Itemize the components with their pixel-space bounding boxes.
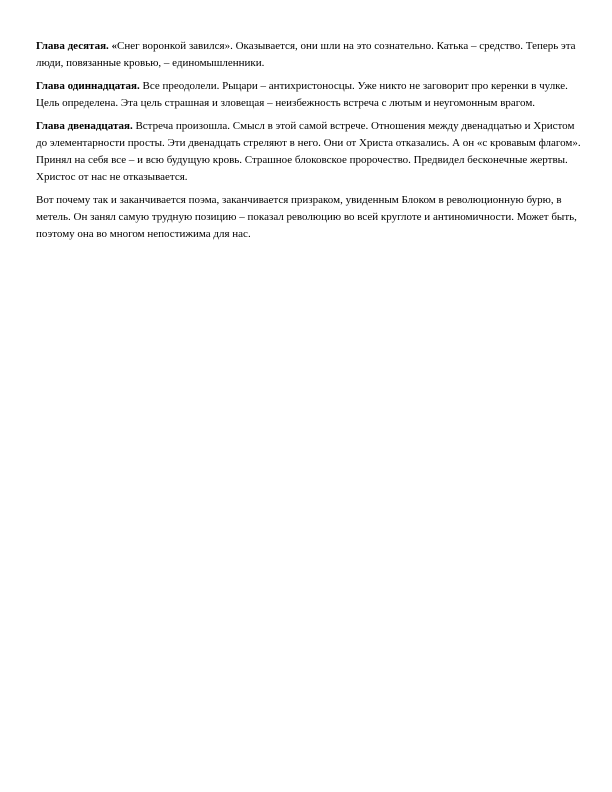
chapter-eleven-heading: Глава одиннадцатая. [36,80,140,92]
chapter-twelve-text: Встреча произошла. Смысл в этой самой встрече. Отношения между двенадцатью и Христом до элементарности просты. Эти двенадцать стреляют в него. Они от Христа отказались. А он «с кровавым флагом». Принял на себя все – и всю будущую кровь. Страшное блоковское пророчество. Предвидел бесконечные жертвы. Христос от нас не отказывается. [36,120,581,183]
paragraph-chapter-twelve [36,118,581,186]
conclusion-text: Вот почему так и заканчивается поэма, заканчивается призраком, увиденным Блоком в революционную бурю, в метель. Он занял самую трудную позицию – показал революцию во всей круглоте и антиномичности. Может быть, поэтому она во многом непостижима для нас. [36,194,577,240]
paragraph-chapter-ten [36,38,581,72]
chapter-ten-heading: Глава десятая. « [36,40,118,52]
chapter-twelve-heading: Глава двенадцатая. [36,120,133,132]
paragraph-conclusion [36,192,581,243]
chapter-eleven-text: Все преодолели. Рыцари – антихристоносцы. Уже никто не заговорит про керенки в чулке. Цель определена. Эта цель страшная и зловещая – неизбежность встреча с лютым и неугомонным врагом. [36,80,568,109]
chapter-ten-text: Снег воронкой завился». Оказывается, они шли на это сознательно. Катька – средство. Теперь эта люди, повязанные кровью, – единомышленники. [36,40,576,69]
document-page [36,38,581,249]
paragraph-chapter-eleven [36,78,581,112]
